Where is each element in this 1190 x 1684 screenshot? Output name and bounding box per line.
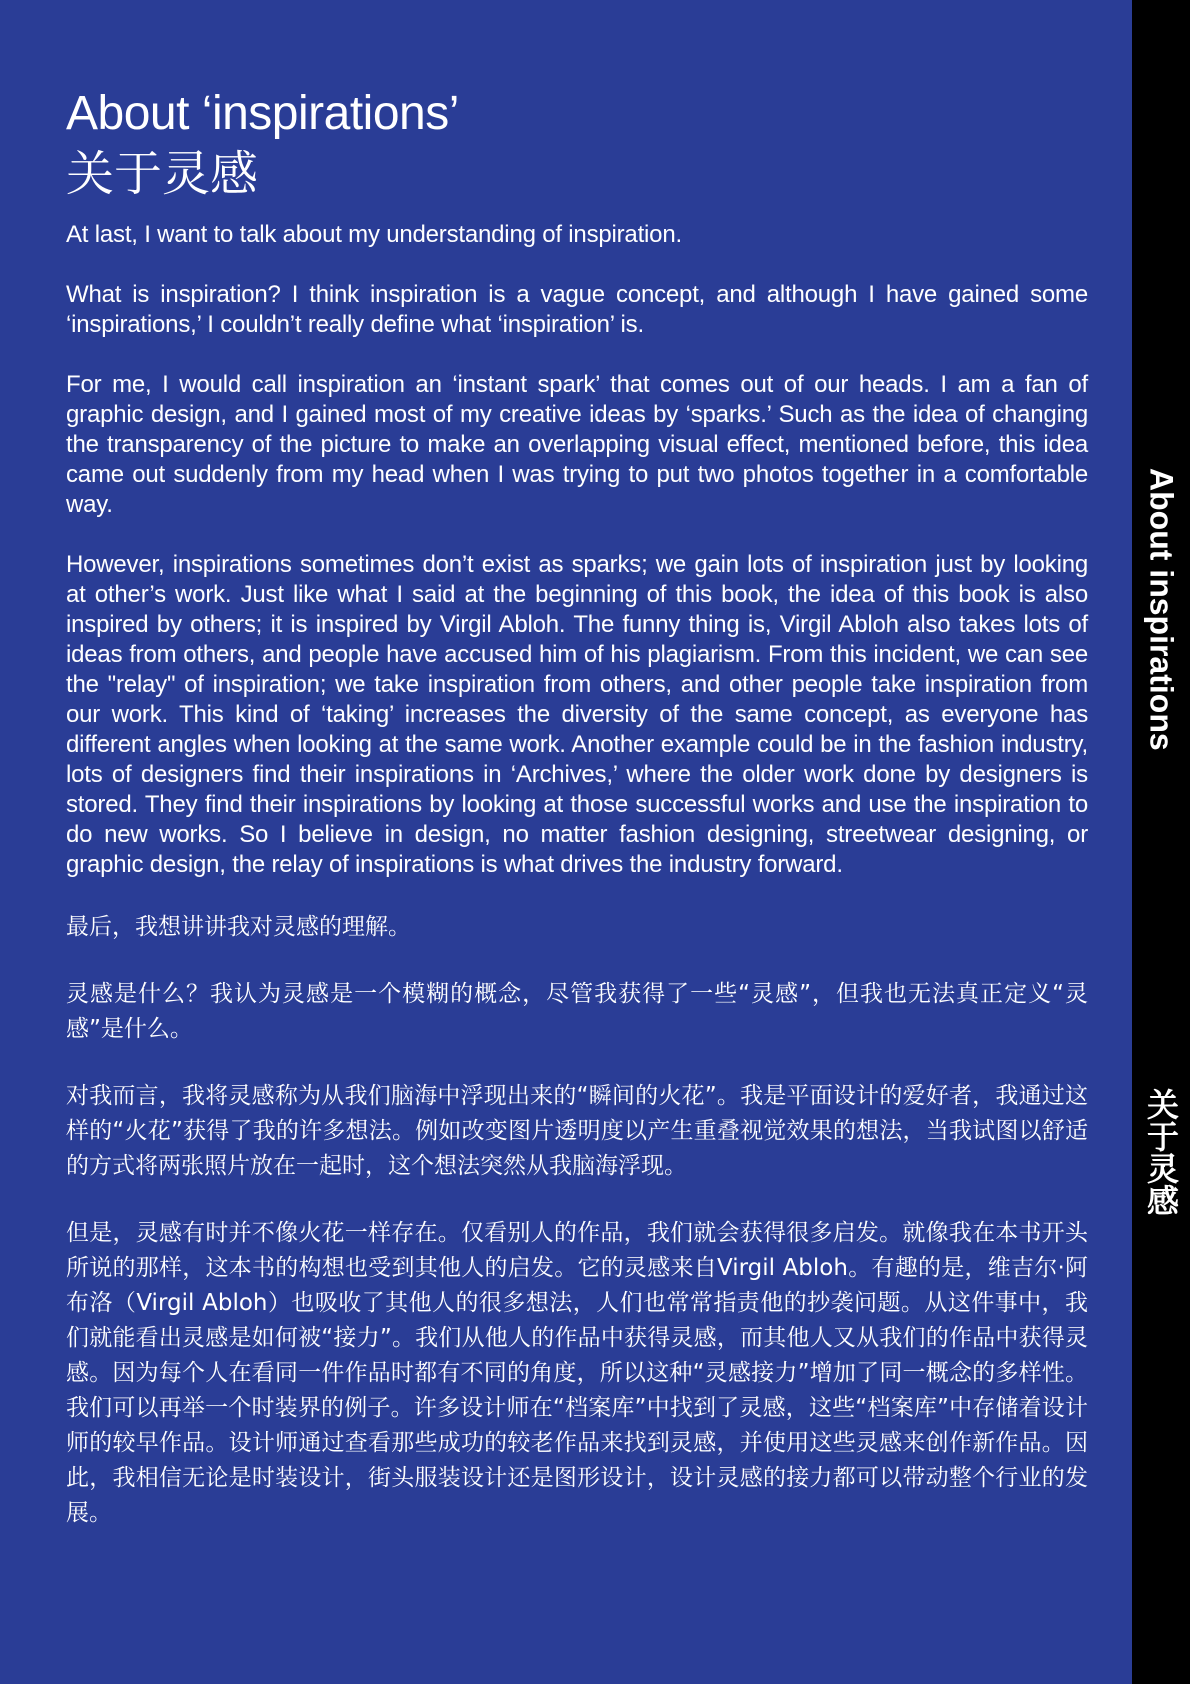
paragraph-en-3: For me, I would call inspiration an ‘instant spark’ that comes out of our heads. I am a fan of graphic design, and I gained most of my creative ideas by ‘sparks.’ Such as the idea of changing the transparency of the picture to make an overlapping visual effect, mentioned before, this idea came out suddenly from my head when I was trying to put two photos together in a comfortable way. [66,371,1088,518]
chapter-sidebar [1132,0,1190,1684]
sidebar-label-zh: 关于灵感 [1142,1088,1180,1216]
paragraph-zh-1: 最后，我想讲讲我对灵感的理解。 [66,914,411,940]
paragraph-en-1: At last, I want to talk about my understanding of inspiration. [66,221,682,248]
page-title-en: About ‘inspirations’ [66,87,459,140]
paragraph-zh-3: 对我而言，我将灵感称为从我们脑海中浮现出来的“瞬间的火花”。我是平面设计的爱好者，我通过这样的“火花”获得了我的许多想法。例如改变图片透明度以产生重叠视觉效果的想法，当我试图以舒适的方式将两张照片放在一起时，这个想法突然从我脑海浮现。 [66,1083,1088,1179]
paragraph-zh-4: 但是，灵感有时并不像火花一样存在。仅看别人的作品，我们就会获得很多启发。就像我在本书开头所说的那样，这本书的构想也受到其他人的启发。它的灵感来自Virgil Abloh。有趣的是，维吉尔·阿布洛（Virgil Abloh）也吸收了其他人的很多想法，人们也常常指责他的抄袭问题。从这件事中，我们就能看出灵感是如何被“接力”。我们从他人的作品中获得灵感，而其他人又从我们的作品中获得灵感。因为每个人在看同一件作品时都有不同的角度，所以这种“灵感接力”增加了同一概念的多样性。我们可以再举一个时装界的例子。许多设计师在“档案库”中找到了灵感，这些“档案库”中存储着设计师的较早作品。设计师通过查看那些成功的较老作品来找到灵感，并使用这些灵感来创作新作品。因此，我相信无论是时装设计，街头服装设计还是图形设计，设计灵感的接力都可以带动整个行业的发展。 [66,1220,1088,1526]
paragraph-zh-2: 灵感是什么？我认为灵感是一个模糊的概念，尽管我获得了一些“灵感”，但我也无法真正定义“灵感”是什么。 [66,981,1088,1042]
paragraph-en-4: However, inspirations sometimes don’t exist as sparks; we gain lots of inspiration just by looking at other’s work. Just like what I said at the beginning of this book, the idea of this book is also inspired by others; it is inspired by Virgil Abloh. The funny thing is, Virgil Abloh also takes lots of ideas from others, and people have accused him of his plagiarism. From this incident, we can see the "relay" of inspiration; we take inspiration from others, and other people take inspiration from our work. This kind of ‘taking’ increases the diversity of the same concept, as everyone has different angles when looking at the same work. Another example could be in the fashion industry, lots of designers find their inspirations in ‘Archives,’ where the older work done by designers is stored. They find their inspirations by looking at those successful works and use the inspiration to do new works. So I believe in design, no matter fashion designing, streetwear designing, or graphic design, the relay of inspirations is what drives the industry forward. [66,551,1088,878]
paragraph-en-2: What is inspiration? I think inspiration is a vague concept, and although I have gained some ‘inspirations,’ I couldn’t really define what ‘inspiration’ is. [66,281,1088,338]
sidebar-label-en: About inspirations [1143,468,1180,751]
page-title-zh: 关于灵感 [66,146,259,202]
article [66,86,1088,1563]
